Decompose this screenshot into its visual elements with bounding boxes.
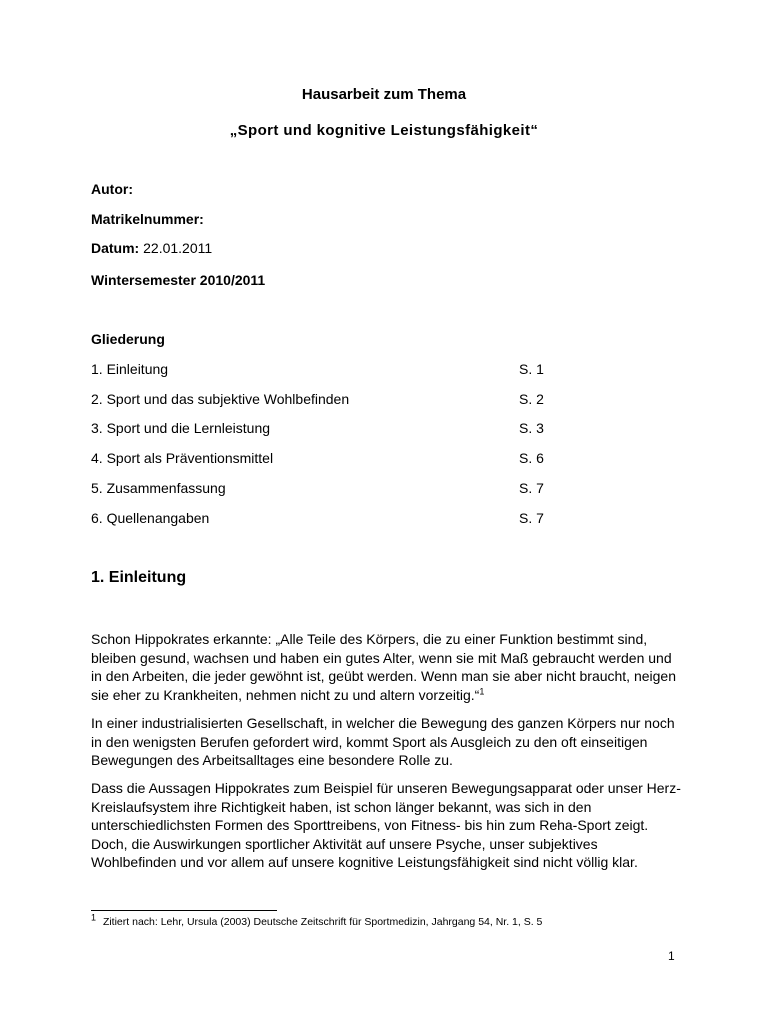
author-line — [91, 181, 133, 197]
quote-paragraph — [91, 630, 681, 704]
toc-item-page: S. 1 — [519, 361, 544, 377]
toc-heading — [91, 331, 165, 347]
author-label: Autor: — [91, 181, 133, 197]
quote-text: Schon Hippokrates erkannte: „Alle Teile des Körpers, die zu einer Funktion bestimmt sind, bleiben gesund, wachsen und haben ein gutes Alter, wenn sie mit Maß gebraucht werden und in den Arbeiten, die jeder gewöhnt ist, geübt werden. Wenn man sie aber nicht braucht, neigen sie eher zu Krankheiten, nehmen nicht zu und altern vorzeitig.“ — [91, 631, 677, 703]
semester-text: Wintersemester 2010/2011 — [91, 272, 266, 288]
body-paragraph: Dass die Aussagen Hippokrates zum Beispiel für unseren Bewegungsapparat oder unser Herz-Kreislaufsystem ihre Richtigkeit haben, ist schon länger bekannt, was sich in den unterschiedlichsten Formen des Sporttreibens, von Fitness- bis hin zum Reha-Sport zeigt. Doch, die Auswirkungen sportlicher Aktivität auf unsere Psyche, unser subjektives Wohlbefinden und vor allem auf unsere kognitive Leistungsfähigkeit sind nicht völlig klar. — [91, 780, 681, 870]
footnote-rule — [91, 910, 277, 911]
footnote-text: Zitiert nach: Lehr, Ursula (2003) Deutsche Zeitschrift für Sportmedizin, Jahrgang 54, Nr. 1, S. 5 — [102, 916, 543, 928]
toc-item-label: 1. Einleitung — [91, 361, 169, 377]
date-label: Datum: — [91, 240, 140, 256]
footnote-mark: 1 — [91, 912, 97, 923]
toc-item-label: 2. Sport und das subjektive Wohlbefinden — [91, 391, 350, 407]
toc-item-page: S. 3 — [519, 420, 544, 436]
toc-item-page: S. 7 — [519, 480, 544, 496]
toc-item-page: S. 2 — [519, 391, 544, 407]
toc-item-label: 4. Sport als Präventionsmittel — [91, 450, 274, 466]
footnote — [91, 912, 543, 928]
matrikel-label: Matrikelnummer: — [91, 211, 204, 227]
section-heading: 1. Einleitung — [91, 569, 187, 586]
date-line — [91, 240, 212, 256]
toc-item-label: 5. Zusammenfassung — [91, 480, 226, 496]
toc-heading-text: Gliederung — [91, 331, 165, 347]
toc-item-page: S. 7 — [519, 510, 544, 526]
footnote-ref[interactable]: 1 — [479, 685, 485, 696]
page-number: 1 — [668, 949, 675, 963]
body-paragraph: In einer industrialisierten Gesellschaft, in welcher die Bewegung des ganzen Körpers nur noch in den wenigsten Berufen gefordert wird, kommt Sport als Ausgleich zu den oft einseitigen Bewegungen des Arbeitsalltages eine besondere Rolle zu. — [91, 715, 675, 768]
matrikel-line — [91, 211, 204, 227]
date-value: 22.01.2011 — [143, 240, 213, 256]
toc-item-label: 6. Quellenangaben — [91, 510, 210, 526]
document-title: Hausarbeit zum Thema — [301, 86, 467, 103]
semester-line — [91, 272, 265, 288]
toc-item-label: 3. Sport und die Lernleistung — [91, 420, 271, 436]
toc-item-page: S. 6 — [519, 450, 544, 466]
document-subtitle: „Sport und kognitive Leistungsfähigkeit“ — [229, 122, 539, 139]
